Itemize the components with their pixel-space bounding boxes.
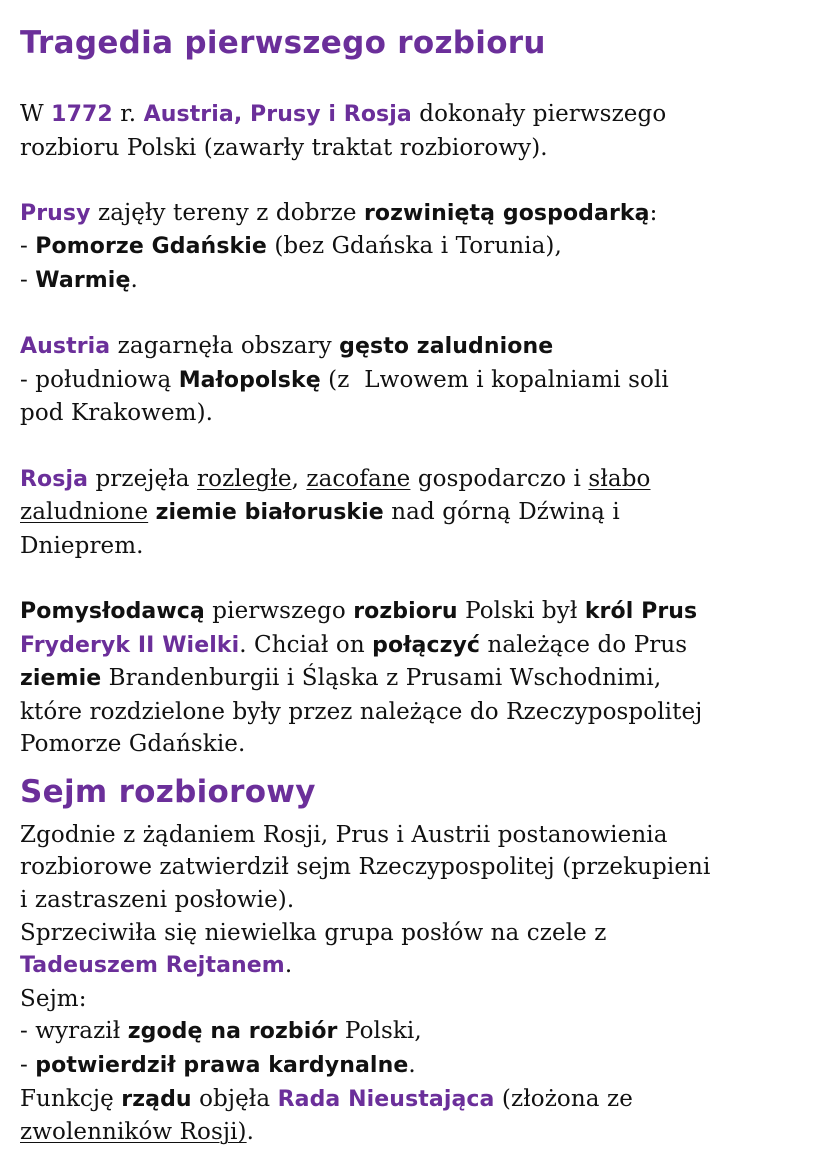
partition-powers: Austria, Prusy i Rosja [143, 102, 412, 127]
document [20, 22, 812, 1149]
year: 1772 [51, 102, 113, 127]
section-title: Sejm rozbiorowy [20, 773, 316, 810]
prusy-name: Prusy [20, 200, 91, 226]
originator-paragraph: Pomysłodawcą pierwszego rozbioru Polski był król Prus Fryderyk II Wielki. Chciał on połączyć należące do Prus ziemie Brandenburgii i Śląska z Prusami Wschodnimi, które rozdzielone były przez należące do Rzeczypospolitej Pomorze Gdańskie. [20, 597, 703, 758]
intro-paragraph: W 1772 r. Austria, Prusy i Rosja dokonały pierwszego rozbioru Polski (zawarły traktat rozbiorowy). [20, 101, 667, 161]
rosja-paragraph: Rosja przejęła rozległe, zacofane gospodarczo i słabo zaludnione ziemie białoruskie nad górną Dźwiną i Dnieprem. [20, 465, 651, 559]
king-name: Fryderyk II Wielki [20, 632, 240, 658]
council-name: Rada Nieustająca [277, 1086, 495, 1112]
page-title: Tragedia pierwszego rozbioru [20, 25, 546, 61]
prusy-paragraph: Prusy zajęły tereny z dobrze rozwiniętą gospodarką: - Pomorze Gdańskie (bez Gdańska i Torunia), - Warmię. [20, 199, 658, 293]
austria-name: Austria [20, 334, 111, 360]
austria-paragraph: Austria zagarnęła obszary gęsto zaludnione - południową Małopolskę (z Lwowem i kopalniami soli pod Krakowem). [20, 333, 669, 427]
rosja-name: Rosja [20, 466, 89, 492]
sejm-paragraph: Zgodnie z żądaniem Rosji, Prus i Austrii postanowienia rozbiorowe zatwierdził sejm Rzeczypospolitej (przekupieni i zastraszeni posłowie). Sprzeciwiła się niewielka grupa posłów na czele z Tadeuszem Rejtanem. Sejm: - wyraził zgodę na rozbiór Polski, - potwierdził prawa kardynalne. Funkcję rządu objęła Rada Nieustająca (złożona ze zwolenników Rosji). [20, 821, 711, 1146]
rejtan-name: Tadeuszem Rejtanem [20, 953, 285, 979]
